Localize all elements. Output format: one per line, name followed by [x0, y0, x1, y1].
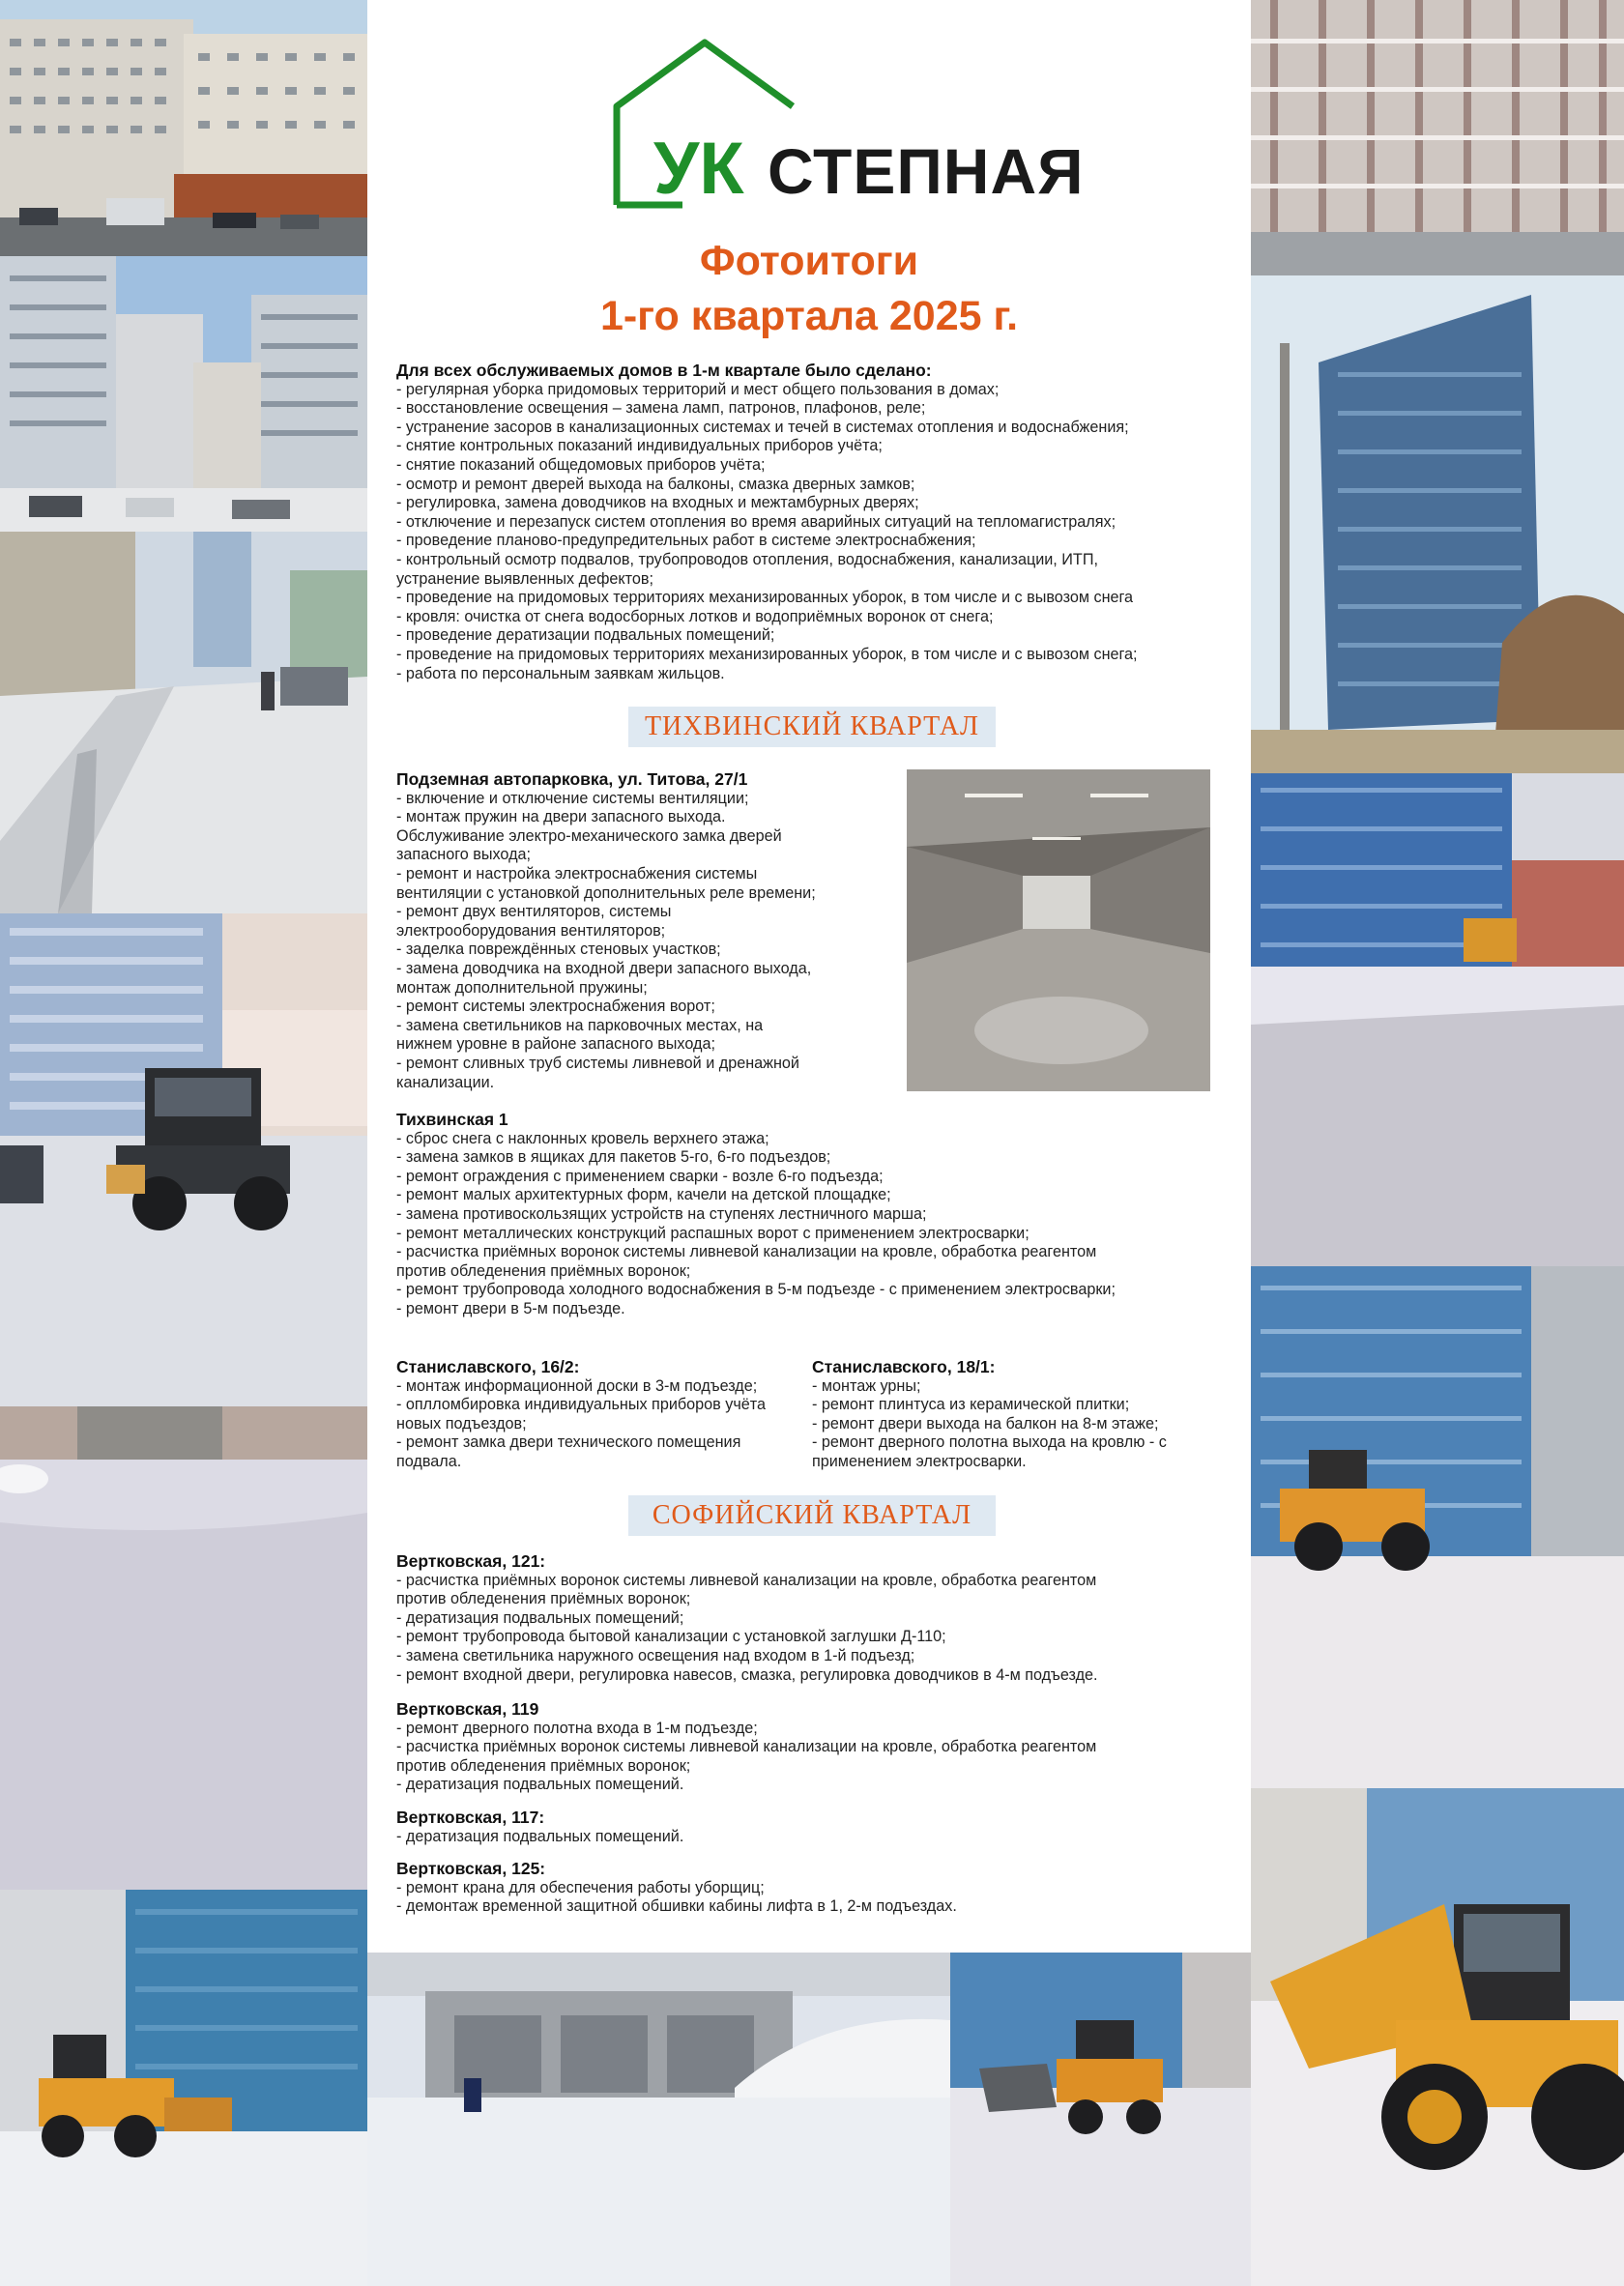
list-item: - ремонт ограждения с применением сварки - возле 6-го подъезда; — [396, 1167, 884, 1185]
list-item: - расчистка приёмных воронок системы ливневой канализации на кровле, обработка реагентом — [396, 1571, 1097, 1589]
list-item: - монтаж урны; — [812, 1376, 921, 1395]
section-heading-sofia: СОФИЙСКИЙ КВАРТАЛ — [628, 1495, 996, 1536]
list-item: против обледенения приёмных воронок; — [396, 1756, 691, 1775]
list-item: - расчистка приёмных воронок системы ливневой канализации на кровле, обработка реагентом — [396, 1738, 1097, 1756]
title-line-1: Фотоитоги — [699, 238, 919, 284]
list-item: - монтаж информационной доски в 3-м подъезде; — [396, 1376, 758, 1395]
list-item: - дератизация подвальных помещений. — [396, 1776, 684, 1794]
parking-list — [396, 790, 899, 1093]
list-item: - оплломбировка индивидуальных приборов учёта — [396, 1396, 767, 1414]
vertkovskaya-125-list — [396, 1879, 1237, 1917]
list-item: - включение и отключение системы вентиляции; — [396, 789, 749, 807]
list-item: - контрольный осмотр подвалов, трубопроводов отопления, водоснабжения, канализации, ИТП, — [396, 550, 1098, 568]
tikhvinskaya-1-block — [396, 1111, 1237, 1319]
list-item: - снятие контрольных показаний индивидуальных приборов учёта; — [396, 437, 883, 455]
list-item: Обслуживание электро-механического замка дверей — [396, 826, 782, 845]
list-item: новых подъездов; — [396, 1414, 527, 1432]
photo-bottom-1-garages-snow — [367, 1953, 950, 2286]
photo-right-3-loader-snow-field — [1251, 773, 1624, 1266]
vertkovskaya-121-list — [396, 1572, 1237, 1686]
list-item: - проведение на придомовых территориях механизированных уборок, в том числе и с вывозом снега — [396, 589, 1134, 607]
list-item: - ремонт двери в 5-м подъезде. — [396, 1299, 625, 1317]
list-item: применением электросварки. — [812, 1452, 1027, 1470]
vertkovskaya-119-list — [396, 1720, 1237, 1795]
list-item: - замена доводчика на входной двери запасного выхода, — [396, 959, 812, 977]
parking-heading: Подземная автопарковка, ул. Титова, 27/1 — [396, 769, 748, 789]
general-list — [396, 381, 1237, 684]
list-item: - замена замков в ящиках для пакетов 5-го, 6-го подъездов; — [396, 1148, 831, 1167]
list-item: - дератизация подвальных помещений; — [396, 1608, 684, 1627]
logo-name: СТЕПНАЯ — [768, 135, 1085, 207]
vertkovskaya-119-heading: Вертковская, 119 — [396, 1699, 539, 1719]
center-panel — [367, 0, 1251, 1953]
list-item: - ремонт трубопровода бытовой канализации с установкой заглушки Д-110; — [396, 1628, 946, 1646]
vertkovskaya-125-heading: Вертковская, 125: — [396, 1859, 546, 1878]
vertkovskaya-117-block — [396, 1809, 1237, 1846]
list-item: вентиляции с установкой дополнительных реле времени; — [396, 883, 816, 902]
list-item: - работа по персональным заявкам жильцов. — [396, 664, 725, 682]
photo-left-5-snowy-yard — [0, 1406, 367, 1890]
title-line-2: 1-го квартала 2025 г. — [599, 293, 1019, 339]
list-item: - ремонт дверного полотна выхода на кровлю - с — [812, 1433, 1167, 1452]
list-item: - заделка повреждённых стеновых участков; — [396, 940, 721, 959]
stanislavskogo-18-list — [812, 1377, 1237, 1472]
list-item: - ремонт двери выхода на балкон на 8-м этаже; — [812, 1414, 1159, 1432]
photo-right-1-tall-building — [1251, 0, 1624, 275]
list-item: - ремонт плинтуса из керамической плитки; — [812, 1396, 1130, 1414]
list-item: - ремонт и настройка электроснабжения системы — [396, 864, 758, 883]
list-item: - замена противоскользящих устройств на ступенях лестничного марша; — [396, 1204, 927, 1223]
vertkovskaya-121-heading: Вертковская, 121: — [396, 1551, 546, 1571]
photo-right-4-loader-glass-facade — [1251, 1266, 1624, 1788]
list-item: - восстановление освещения – замена ламп, патронов, плафонов, реле; — [396, 399, 926, 418]
photo-right-5-loader-closeup — [1251, 1788, 1624, 2286]
list-item: - осмотр и ремонт дверей выхода на балконы, смазка дверных замков; — [396, 475, 915, 493]
list-item: - ремонт системы электроснабжения ворот; — [396, 998, 715, 1016]
list-item: - ремонт входной двери, регулировка навесов, смазка, регулировка доводчиков в 4-м подъезде. — [396, 1665, 1098, 1684]
logo-prefix: УК — [653, 128, 744, 210]
list-item: канализации. — [396, 1073, 495, 1091]
tikhvinskaya-1-list — [396, 1130, 1237, 1319]
stanislavskogo-18-heading: Станиславского, 18/1: — [812, 1357, 996, 1376]
stanislavskogo-16-block — [396, 1358, 802, 1472]
photo-left-2-high-rise-courtyard — [0, 256, 367, 532]
company-logo — [603, 39, 1085, 213]
vertkovskaya-121-block — [396, 1552, 1237, 1685]
vertkovskaya-117-list — [396, 1828, 1237, 1847]
list-item: - устранение засоров в канализационных системах и течей в системах отопления и водоснабжения; — [396, 418, 1129, 436]
list-item: - снятие показаний общедомовых приборов учёта; — [396, 455, 766, 474]
list-item: - ремонт трубопровода холодного водоснабжения в 5-м подъезде - с применением электросварки; — [396, 1281, 1116, 1299]
stanislavskogo-16-list — [396, 1377, 802, 1472]
photo-left-4-front-loader-street — [0, 913, 367, 1406]
list-item: - проведение дератизации подвальных помещений; — [396, 626, 775, 645]
list-item: монтаж дополнительной пружины; — [396, 978, 648, 997]
list-item: - замена светильников на парковочных местах, на — [396, 1016, 764, 1034]
parking-block — [396, 770, 899, 1092]
list-item: - ремонт замка двери технического помещения — [396, 1433, 741, 1452]
list-item: - регулярная уборка придомовых территорий и мест общего пользования в домах; — [396, 380, 1000, 398]
list-item: - ремонт металлических конструкций распашных ворот с применением электросварки; — [396, 1224, 1030, 1242]
list-item: подвала. — [396, 1452, 462, 1470]
list-item: - ремонт двух вентиляторов, системы — [396, 903, 672, 921]
list-item: - монтаж пружин на двери запасного выхода. — [396, 808, 726, 826]
list-item: - замена светильника наружного освещения над входом в 1-й подъезд; — [396, 1646, 915, 1664]
photo-left-6-loader-near-building — [0, 1890, 367, 2286]
list-item: запасного выхода; — [396, 846, 532, 864]
vertkovskaya-119-block — [396, 1700, 1237, 1795]
stanislavskogo-18-block — [812, 1358, 1237, 1472]
photo-bottom-2-orange-loader — [950, 1953, 1251, 2286]
list-item: - дератизация подвальных помещений. — [396, 1827, 684, 1845]
list-item: нижнем уровне в районе запасного выхода; — [396, 1035, 715, 1054]
list-item: - ремонт сливных труб системы ливневой и дренажной — [396, 1054, 799, 1072]
list-item: - сброс снега с наклонных кровель верхнего этажа; — [396, 1129, 769, 1147]
vertkovskaya-125-block — [396, 1860, 1237, 1917]
stanislavskogo-16-heading: Станиславского, 16/2: — [396, 1357, 580, 1376]
general-works-block — [396, 362, 1237, 683]
list-item: электрооборудования вентиляторов; — [396, 921, 666, 940]
list-item: - проведение планово-предупредительных работ в системе электроснабжения; — [396, 532, 976, 550]
tikhvinskaya-1-heading: Тихвинская 1 — [396, 1110, 508, 1129]
photo-right-2-glass-tower — [1251, 275, 1624, 773]
list-item: - ремонт дверного полотна входа в 1-м подъезде; — [396, 1719, 758, 1737]
general-heading: Для всех обслуживаемых домов в 1-м квартале было сделано: — [396, 361, 932, 380]
section-heading-tikhvin: ТИХВИНСКИЙ КВАРТАЛ — [628, 707, 996, 747]
photo-left-1-apartment-buildings — [0, 0, 367, 256]
list-item: - демонтаж временной защитной обшивки кабины лифта в 1, 2-м подъездах. — [396, 1897, 957, 1916]
list-item: устранение выявленных дефектов; — [396, 569, 653, 588]
list-item: - расчистка приёмных воронок системы ливневой канализации на кровле, обработка реагентом — [396, 1243, 1097, 1261]
list-item: - отключение и перезапуск систем отопления во время аварийных ситуаций на тепломагистралях; — [396, 512, 1116, 531]
vertkovskaya-117-heading: Вертковская, 117: — [396, 1808, 545, 1827]
list-item: против обледенения приёмных воронок; — [396, 1590, 691, 1608]
list-item: - проведение на придомовых территориях механизированных уборок, в том числе и с вывозом снега; — [396, 645, 1138, 663]
photo-left-3-snowy-street — [0, 532, 367, 913]
list-item: - ремонт крана для обеспечения работы уборщиц; — [396, 1878, 765, 1896]
list-item: - кровля: очистка от снега водосборных лотков и водоприёмных воронок от снега; — [396, 607, 994, 625]
list-item: - регулировка, замена доводчиков на входных и межтамбурных дверях; — [396, 494, 919, 512]
list-item: - ремонт малых архитектурных форм, качели на детской площадке; — [396, 1186, 891, 1204]
list-item: против обледенения приёмных воронок; — [396, 1261, 691, 1280]
photo-underground-parking — [907, 769, 1210, 1091]
